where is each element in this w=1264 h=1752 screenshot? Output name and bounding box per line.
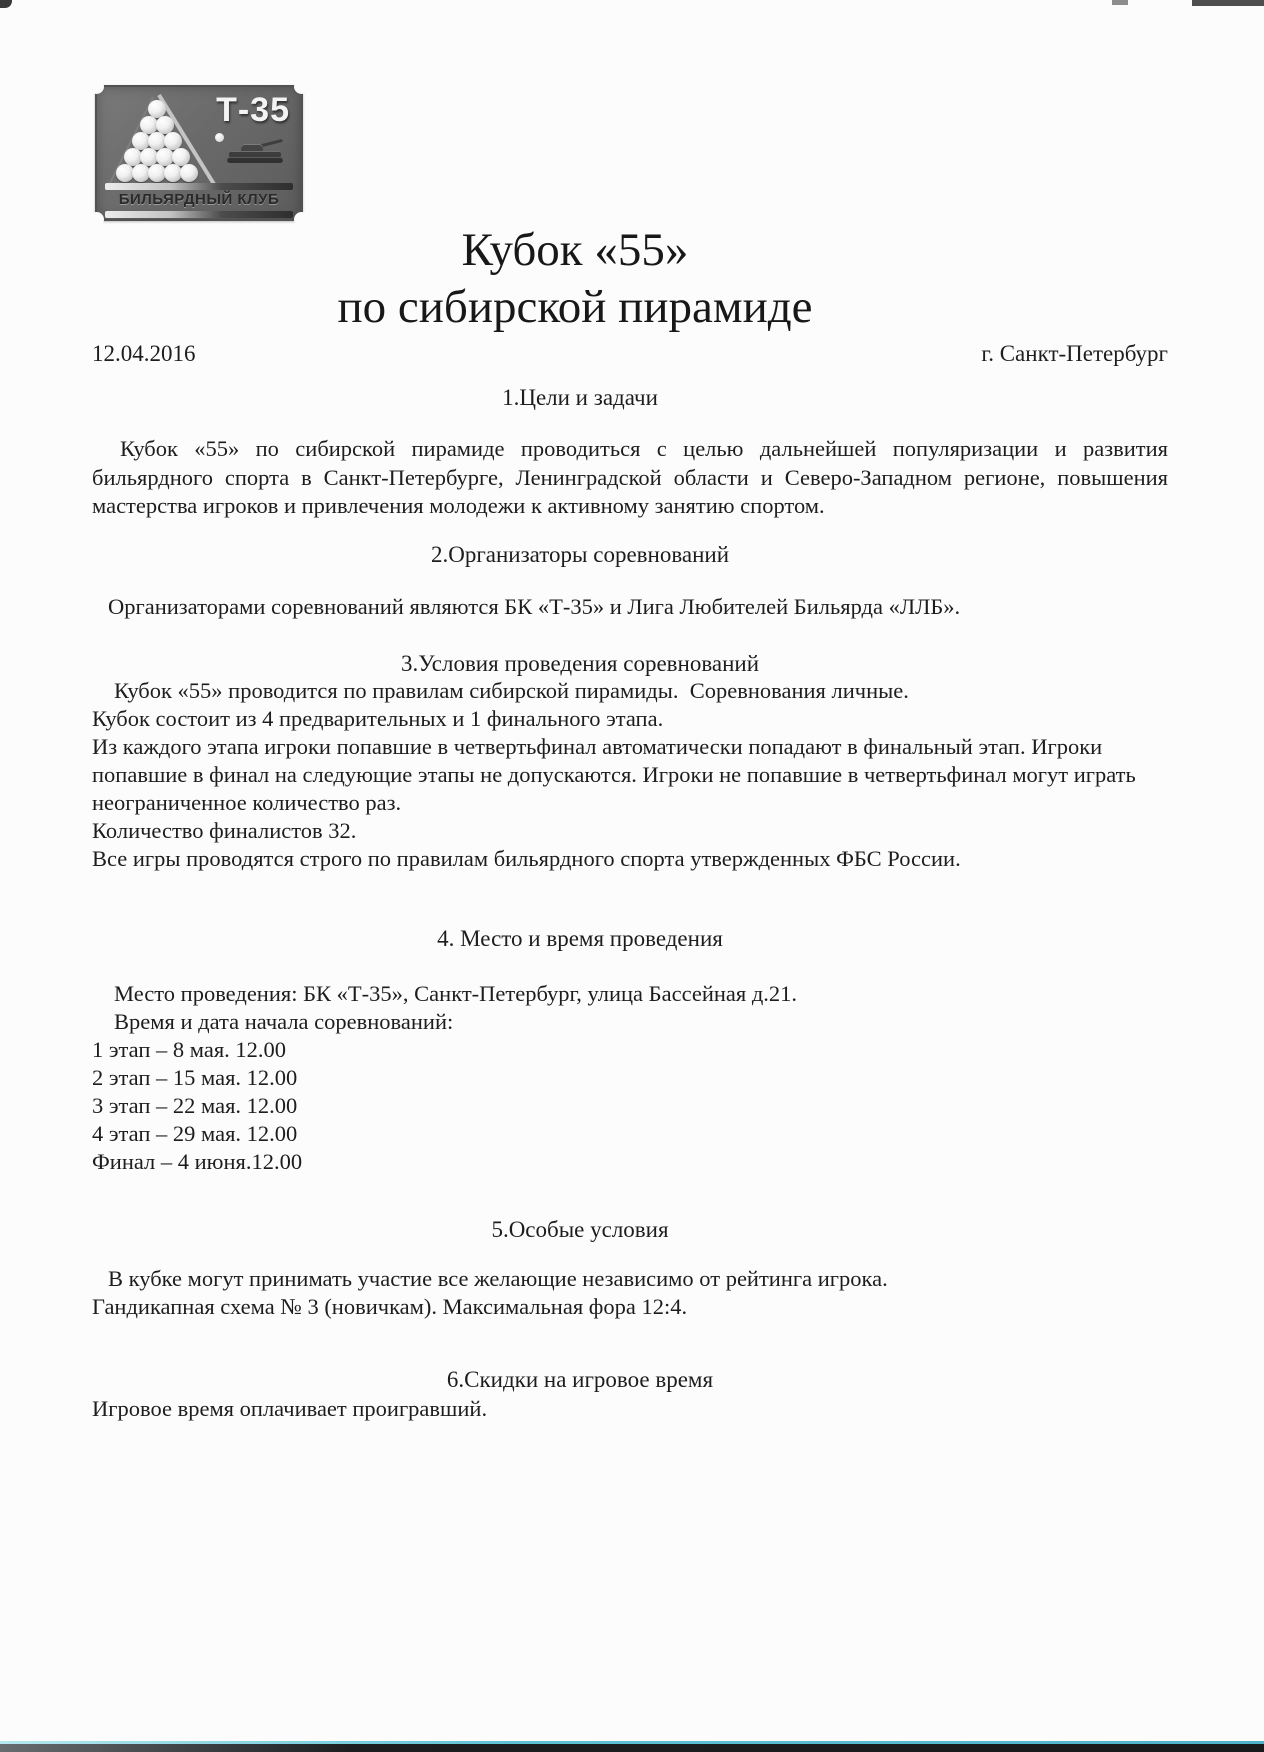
schedule-intro-line: Время и дата начала соревнований: (114, 1009, 454, 1034)
section-3-line: Кубок «55» проводится по правилам сибирской пирамиды. Соревнования личные. (114, 678, 909, 703)
section-3-block (92, 677, 1168, 873)
club-caption-label: БИЛЬЯРДНЫЙ КЛУБ (118, 191, 280, 208)
section-3-line: Кубок состоит из 4 предварительных и 1 финального этапа. (92, 706, 664, 731)
document-date: 12.04.2016 (92, 341, 196, 366)
section-2-paragraph: Организаторами соревнований являются БК «Т-35» и Лига Любителей Бильярда «ЛЛБ». (108, 593, 961, 619)
scan-edge-mark (1112, 0, 1128, 5)
document-byline (92, 340, 1168, 367)
section-6-line: Игровое время оплачивает проигравший. (92, 1396, 488, 1421)
section-5-line: В кубке могут принимать участие все желающие независимо от рейтинга игрока. (108, 1266, 888, 1291)
document-city: г. Санкт-Петербург (981, 341, 1168, 366)
schedule-line: 1 этап – 8 мая. 12.00 (92, 1037, 287, 1062)
section-3-heading: 3.Условия проведения соревнований (400, 651, 760, 676)
section-5-line: Гандикапная схема № 3 (новичкам). Максимальная фора 12:4. (92, 1294, 688, 1319)
schedule-line: Финал – 4 июня.12.00 (92, 1149, 303, 1174)
section-3-line: Из каждого этапа игроки попавшие в четвертьфинал автоматически попадают в финальный этап. Игроки попавшие в финал на следующие этапы не допускаются. Игроки не попавшие в четвертьфинал могут играть неограниченное количество раз. (92, 734, 1136, 815)
scan-edge-artifact (0, 1744, 1264, 1752)
section-6-block (92, 1395, 1168, 1423)
section-5-block (92, 1265, 1168, 1321)
section-4-heading: 4. Место и время проведения (437, 926, 723, 951)
document-title (92, 222, 1168, 336)
section-4-block (92, 980, 1168, 1176)
scan-corner-artifact (1192, 0, 1264, 6)
schedule-line: 4 этап – 29 мая. 12.00 (92, 1121, 298, 1146)
schedule-line: 2 этап – 15 мая. 12.00 (92, 1065, 298, 1090)
document-body (92, 0, 1168, 1423)
section-6-heading: 6.Скидки на игровое время (446, 1367, 714, 1392)
venue-line: Место проведения: БК «Т-35», Санкт-Петербург, улица Бассейная д.21. (114, 981, 798, 1006)
section-1-heading: 1.Цели и задачи (502, 385, 658, 410)
title-line-1: Кубок «55» (461, 224, 689, 276)
section-3-line: Количество финалистов 32. (92, 818, 357, 843)
section-3-line: Все игры проводятся строго по правилам бильярдного спорта утвержденных ФБС России. (92, 846, 961, 871)
section-5-heading: 5.Особые условия (491, 1217, 669, 1242)
section-2-heading: 2.Организаторы соревнований (430, 541, 730, 567)
scan-corner-artifact (0, 0, 12, 8)
section-1-paragraph: Кубок «55» по сибирской пирамиде проводиться с целью дальнейшей популяризации и развития бильярдного спорта в Санкт-Петербурге, Ленинградской области и Северо-Западном регионе, повышения мастерства игроков и привлечения молодежи к активному занятию спортом. (92, 436, 1168, 518)
title-line-2: по сибирской пирамиде (337, 281, 813, 333)
schedule-line: 3 этап – 22 мая. 12.00 (92, 1093, 298, 1118)
club-code-label: Т-35 (216, 91, 290, 129)
